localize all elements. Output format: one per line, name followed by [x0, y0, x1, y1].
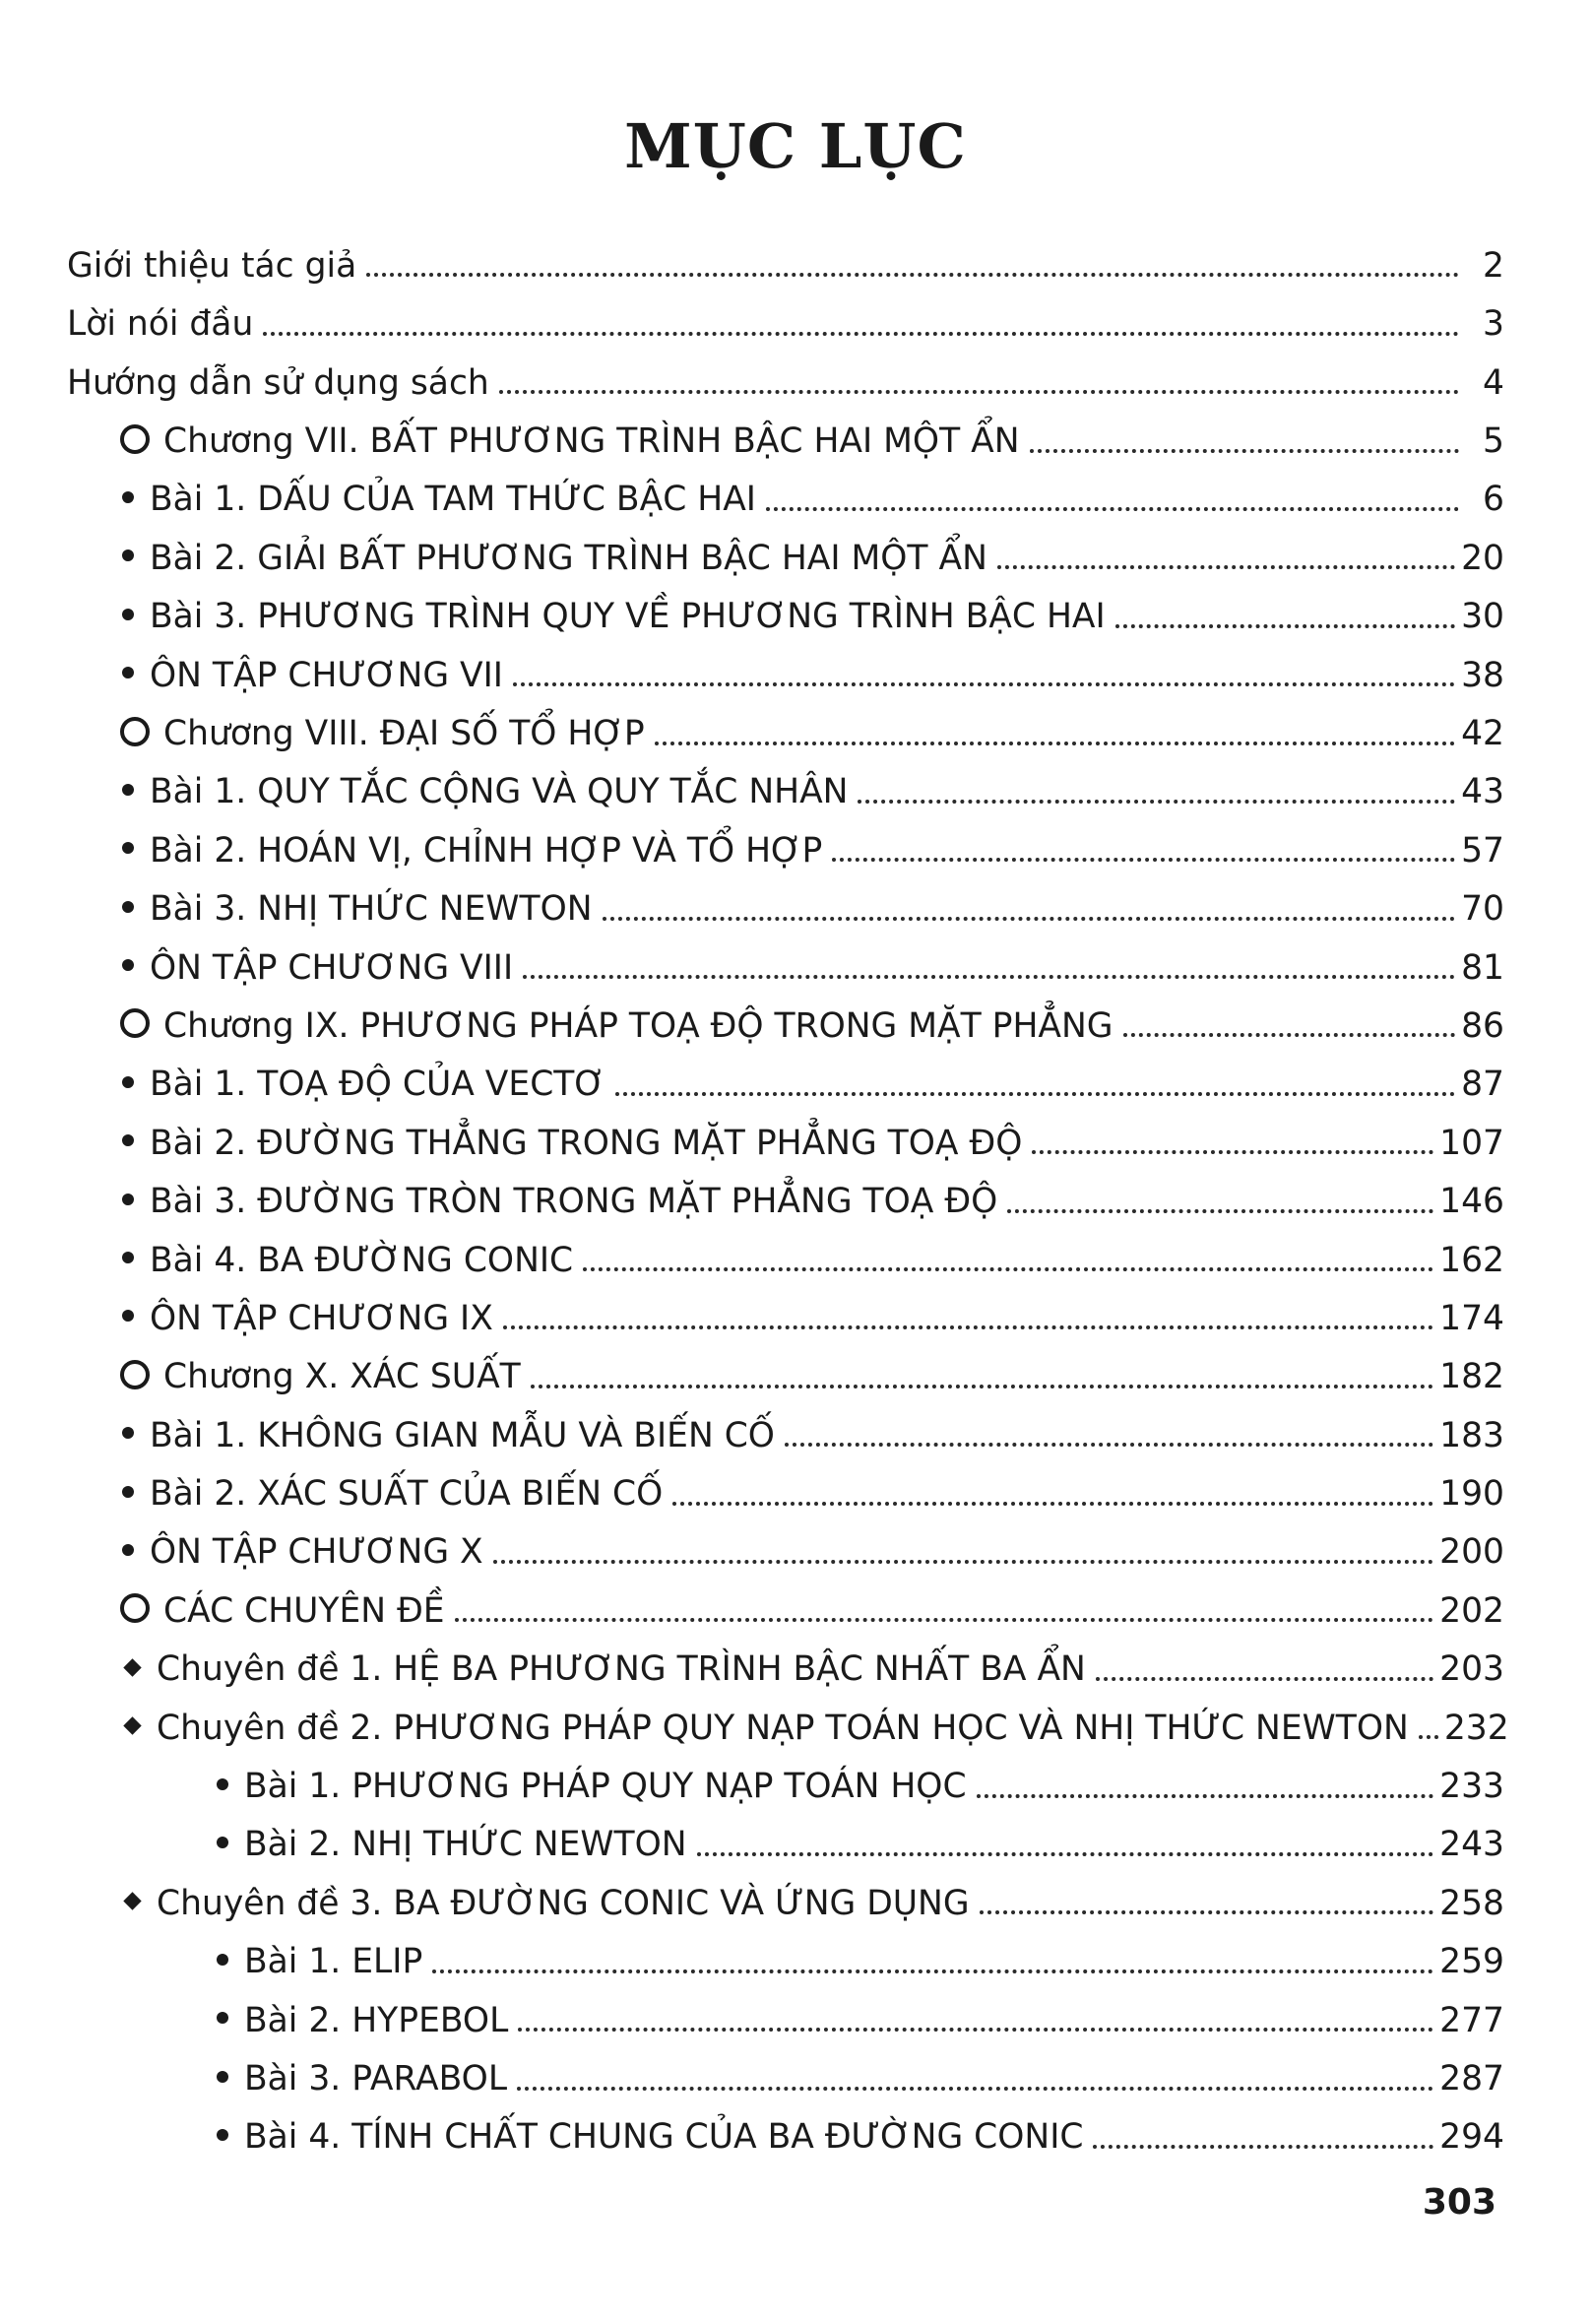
toc-entry-label: Bài 1. PHƯƠNG PHÁP QUY NẠP TOÁN HỌC [244, 1767, 967, 1807]
dot-leader [518, 2028, 1433, 2032]
bullet-icon [217, 2012, 228, 2024]
dot-leader [977, 1794, 1434, 1798]
toc-entry-page: 232 [1443, 1708, 1509, 1748]
toc-entry-label: Chương IX. PHƯƠNG PHÁP TOẠ ĐỘ TRONG MẶT PHẲNG [163, 1005, 1114, 1046]
bullet-icon [122, 491, 134, 503]
toc-entry-label: Bài 1. DẤU CỦA TAM THỨC BẬC HAI [150, 480, 756, 520]
toc-entry[interactable] [67, 1394, 1504, 1455]
toc-entry-label: Bài 4. BA ĐƯỜNG CONIC [150, 1240, 574, 1280]
dot-leader [455, 1618, 1434, 1622]
toc-entry-page: 146 [1439, 1182, 1504, 1222]
bullet-icon [122, 549, 134, 561]
toc-entry-label: Bài 2. HYPEBOL [244, 2000, 509, 2040]
dot-leader [493, 1560, 1433, 1564]
dot-leader [499, 390, 1459, 394]
toc-entry[interactable] [67, 1862, 1504, 1923]
toc-entry[interactable] [67, 1452, 1504, 1515]
toc-entry-label: Bài 4. TÍNH CHẤT CHUNG CỦA BA ĐƯỜNG CONIC [244, 2117, 1084, 2158]
toc-entry-page: 258 [1439, 1883, 1504, 1923]
toc-entry-label: Bài 2. GIẢI BẤT PHƯƠNG TRÌNH BẬC HAI MỘT ẨN [150, 538, 987, 578]
circle-icon [120, 1360, 150, 1389]
toc-entry-label: Hướng dẫn sử dụng sách [67, 362, 489, 403]
toc-entry-label: Bài 1. ELIP [244, 1942, 423, 1982]
bullet-icon [217, 1954, 228, 1966]
dot-leader [997, 565, 1455, 569]
dot-leader [1123, 1033, 1456, 1037]
bullet-icon [122, 1544, 134, 1556]
toc-entry-label: Bài 1. TOẠ ĐỘ CỦA VECTƠ [150, 1065, 605, 1105]
toc-entry-label: Chương VII. BẤT PHƯƠNG TRÌNH BẬC HAI MỘT ẨN [163, 421, 1020, 462]
toc-entry-page: 107 [1439, 1123, 1504, 1163]
toc-entry-label: Bài 2. NHỊ THỨC NEWTON [244, 1825, 687, 1865]
toc-entry-label: Bài 1. QUY TẮC CỘNG VÀ QUY TẮC NHÂN [150, 772, 849, 812]
bullet-icon [122, 1310, 134, 1322]
toc-entry[interactable] [67, 342, 1504, 403]
dot-leader [655, 742, 1455, 745]
circle-icon [120, 1593, 150, 1623]
toc-entry-page: 42 [1461, 714, 1504, 754]
toc-entry[interactable] [67, 809, 1504, 871]
toc-entry-label: ÔN TẬP CHƯƠNG VII [150, 655, 503, 695]
toc-entry-page: 57 [1461, 830, 1504, 871]
page-title: MỤC LỤC [624, 110, 967, 182]
toc-entry-label: Bài 2. XÁC SUẤT CỦA BIẾN CỐ [150, 1474, 664, 1515]
dot-leader [513, 682, 1455, 686]
toc-entry-page: 2 [1483, 245, 1504, 286]
circle-icon [120, 424, 150, 454]
toc-entry-page: 200 [1439, 1532, 1504, 1573]
toc-entry-page: 174 [1439, 1298, 1504, 1338]
toc-entry[interactable] [67, 1745, 1504, 1807]
toc-entry[interactable] [67, 575, 1504, 637]
bullet-icon [122, 1134, 134, 1146]
toc-entry-page: 190 [1439, 1474, 1504, 1515]
toc-entry-label: Lời nói đầu [67, 304, 254, 345]
bullet-icon [122, 1194, 134, 1205]
toc-entry-page: 287 [1439, 2059, 1504, 2098]
bullet-icon [122, 901, 134, 913]
toc-entry[interactable] [67, 1512, 1504, 1573]
toc-entry-label: ÔN TẬP CHƯƠNG VIII [150, 947, 514, 988]
toc-entry-label: Giới thiệu tác giả [67, 245, 357, 286]
toc-entry[interactable] [67, 1219, 1504, 1280]
dot-leader [1419, 1735, 1438, 1739]
toc-entry[interactable] [67, 2097, 1504, 2158]
toc-entry-label: Chương X. XÁC SUẤT [163, 1357, 521, 1397]
toc-entry[interactable] [67, 283, 1504, 345]
toc-entry[interactable] [67, 1920, 1504, 1982]
dot-leader [697, 1852, 1434, 1856]
dot-leader [517, 2087, 1433, 2091]
toc-entry[interactable] [67, 927, 1504, 988]
dot-leader [531, 1385, 1433, 1388]
toc-entry-label: Bài 3. PHƯƠNG TRÌNH QUY VỀ PHƯƠNG TRÌNH BẬC HAI [150, 597, 1106, 637]
toc-entry-page: 86 [1461, 1005, 1504, 1046]
circle-icon [120, 717, 150, 746]
toc-entry-page: 5 [1483, 421, 1504, 462]
bullet-icon [122, 1252, 134, 1263]
toc-entry[interactable] [67, 1804, 1504, 1865]
dot-leader [1093, 2145, 1433, 2149]
toc-entry-page: 3 [1483, 304, 1504, 345]
dot-leader [980, 1910, 1434, 1914]
diamond-icon [123, 1893, 141, 1910]
toc-entry-page: 20 [1461, 538, 1504, 578]
toc-entry-page: 243 [1439, 1825, 1504, 1865]
table-of-contents [67, 225, 1509, 2158]
toc-entry-label: Bài 3. ĐƯỜNG TRÒN TRONG MẶT PHẲNG TOẠ ĐỘ [150, 1182, 998, 1222]
bullet-icon [217, 2129, 228, 2141]
toc-entry-label: Chương VIII. ĐẠI SỐ TỔ HỢP [163, 714, 645, 754]
toc-entry[interactable] [67, 1102, 1504, 1163]
toc-entry-label: Bài 3. PARABOL [244, 2059, 508, 2098]
toc-entry-page: 70 [1461, 889, 1504, 930]
bullet-icon [122, 609, 134, 620]
bullet-icon [217, 2071, 228, 2083]
toc-entry-label: Chuyên đề 2. PHƯƠNG PHÁP QUY NẠP TOÁN HỌC VÀ NHỊ THỨC NEWTON [157, 1708, 1409, 1748]
toc-entry[interactable] [67, 1687, 1509, 1748]
toc-entry-page: 4 [1483, 362, 1504, 403]
dot-leader [503, 1325, 1433, 1329]
toc-entry[interactable] [67, 1570, 1504, 1631]
circle-icon [120, 1008, 150, 1038]
toc-entry-label: Chuyên đề 1. HỆ BA PHƯƠNG TRÌNH BẬC NHẤT BA ẨN [157, 1649, 1086, 1690]
toc-entry[interactable] [67, 985, 1504, 1046]
toc-entry-label: ÔN TẬP CHƯƠNG IX [150, 1298, 493, 1338]
toc-entry-label: CÁC CHUYÊN ĐỀ [163, 1590, 445, 1631]
toc-entry-page: 38 [1461, 655, 1504, 695]
diamond-icon [123, 1658, 141, 1676]
bullet-icon [217, 1778, 228, 1790]
dot-leader [523, 975, 1455, 979]
bullet-icon [122, 1427, 134, 1439]
toc-entry-label: ÔN TẬP CHƯƠNG X [150, 1532, 483, 1573]
toc-entry[interactable] [67, 2037, 1504, 2096]
dot-leader [785, 1443, 1433, 1447]
toc-entry[interactable] [67, 1043, 1504, 1105]
toc-entry[interactable] [67, 868, 1504, 930]
dot-leader [1115, 624, 1455, 628]
toc-entry[interactable] [67, 634, 1504, 695]
toc-entry-page: 162 [1439, 1240, 1504, 1280]
toc-entry-page: 277 [1439, 2000, 1504, 2040]
toc-entry-page: 43 [1461, 772, 1504, 812]
dot-leader [1032, 1150, 1433, 1154]
toc-entry-page: 6 [1483, 480, 1504, 520]
toc-entry-label: Chuyên đề 3. BA ĐƯỜNG CONIC VÀ ỨNG DỤNG [157, 1883, 970, 1923]
toc-entry-page: 294 [1439, 2117, 1504, 2158]
toc-entry-label: Bài 2. ĐƯỜNG THẲNG TRONG MẶT PHẲNG TOẠ ĐỘ [150, 1123, 1023, 1163]
dot-leader [603, 917, 1456, 921]
page-number: 303 [1422, 2182, 1496, 2223]
bullet-icon [122, 842, 134, 854]
bullet-icon [122, 1486, 134, 1498]
toc-entry-page: 233 [1439, 1767, 1504, 1807]
bullet-icon [122, 784, 134, 796]
toc-entry[interactable] [67, 692, 1504, 754]
toc-entry[interactable] [67, 1277, 1504, 1338]
toc-entry-page: 183 [1439, 1415, 1504, 1455]
toc-entry-page: 202 [1439, 1590, 1504, 1631]
toc-entry[interactable] [67, 1979, 1504, 2040]
toc-entry[interactable] [67, 517, 1504, 578]
toc-entry[interactable] [67, 751, 1504, 812]
dot-leader [1096, 1677, 1433, 1681]
toc-entry-page: 182 [1439, 1357, 1504, 1397]
toc-entry[interactable] [67, 1160, 1504, 1222]
diamond-icon [123, 1716, 141, 1734]
toc-entry[interactable] [67, 400, 1504, 462]
bullet-icon [122, 1076, 134, 1088]
dot-leader [366, 273, 1459, 277]
toc-entry[interactable] [67, 459, 1504, 520]
dot-leader [766, 507, 1459, 511]
dot-leader [432, 1969, 1433, 1973]
dot-leader [615, 1092, 1455, 1096]
toc-entry-page: 259 [1439, 1942, 1504, 1982]
toc-entry-page: 87 [1461, 1065, 1504, 1105]
toc-entry[interactable] [67, 1628, 1504, 1690]
toc-entry[interactable] [67, 225, 1504, 286]
dot-leader [832, 858, 1455, 862]
bullet-icon [122, 667, 134, 678]
dot-leader [672, 1502, 1433, 1506]
dot-leader [583, 1267, 1433, 1271]
dot-leader [1007, 1209, 1433, 1213]
dot-leader [858, 800, 1455, 804]
bullet-icon [217, 1837, 228, 1848]
toc-entry-label: Bài 3. NHỊ THỨC NEWTON [150, 889, 593, 930]
toc-entry[interactable] [67, 1335, 1504, 1397]
toc-entry-label: Bài 2. HOÁN VỊ, CHỈNH HỢP VÀ TỔ HỢP [150, 830, 823, 871]
bullet-icon [122, 959, 134, 971]
toc-entry-label: Bài 1. KHÔNG GIAN MẪU VÀ BIẾN CỐ [150, 1415, 775, 1455]
dot-leader [1030, 449, 1459, 453]
toc-entry-page: 30 [1461, 597, 1504, 637]
toc-entry-page: 203 [1439, 1649, 1504, 1690]
toc-entry-page: 81 [1461, 947, 1504, 988]
dot-leader [263, 332, 1459, 336]
